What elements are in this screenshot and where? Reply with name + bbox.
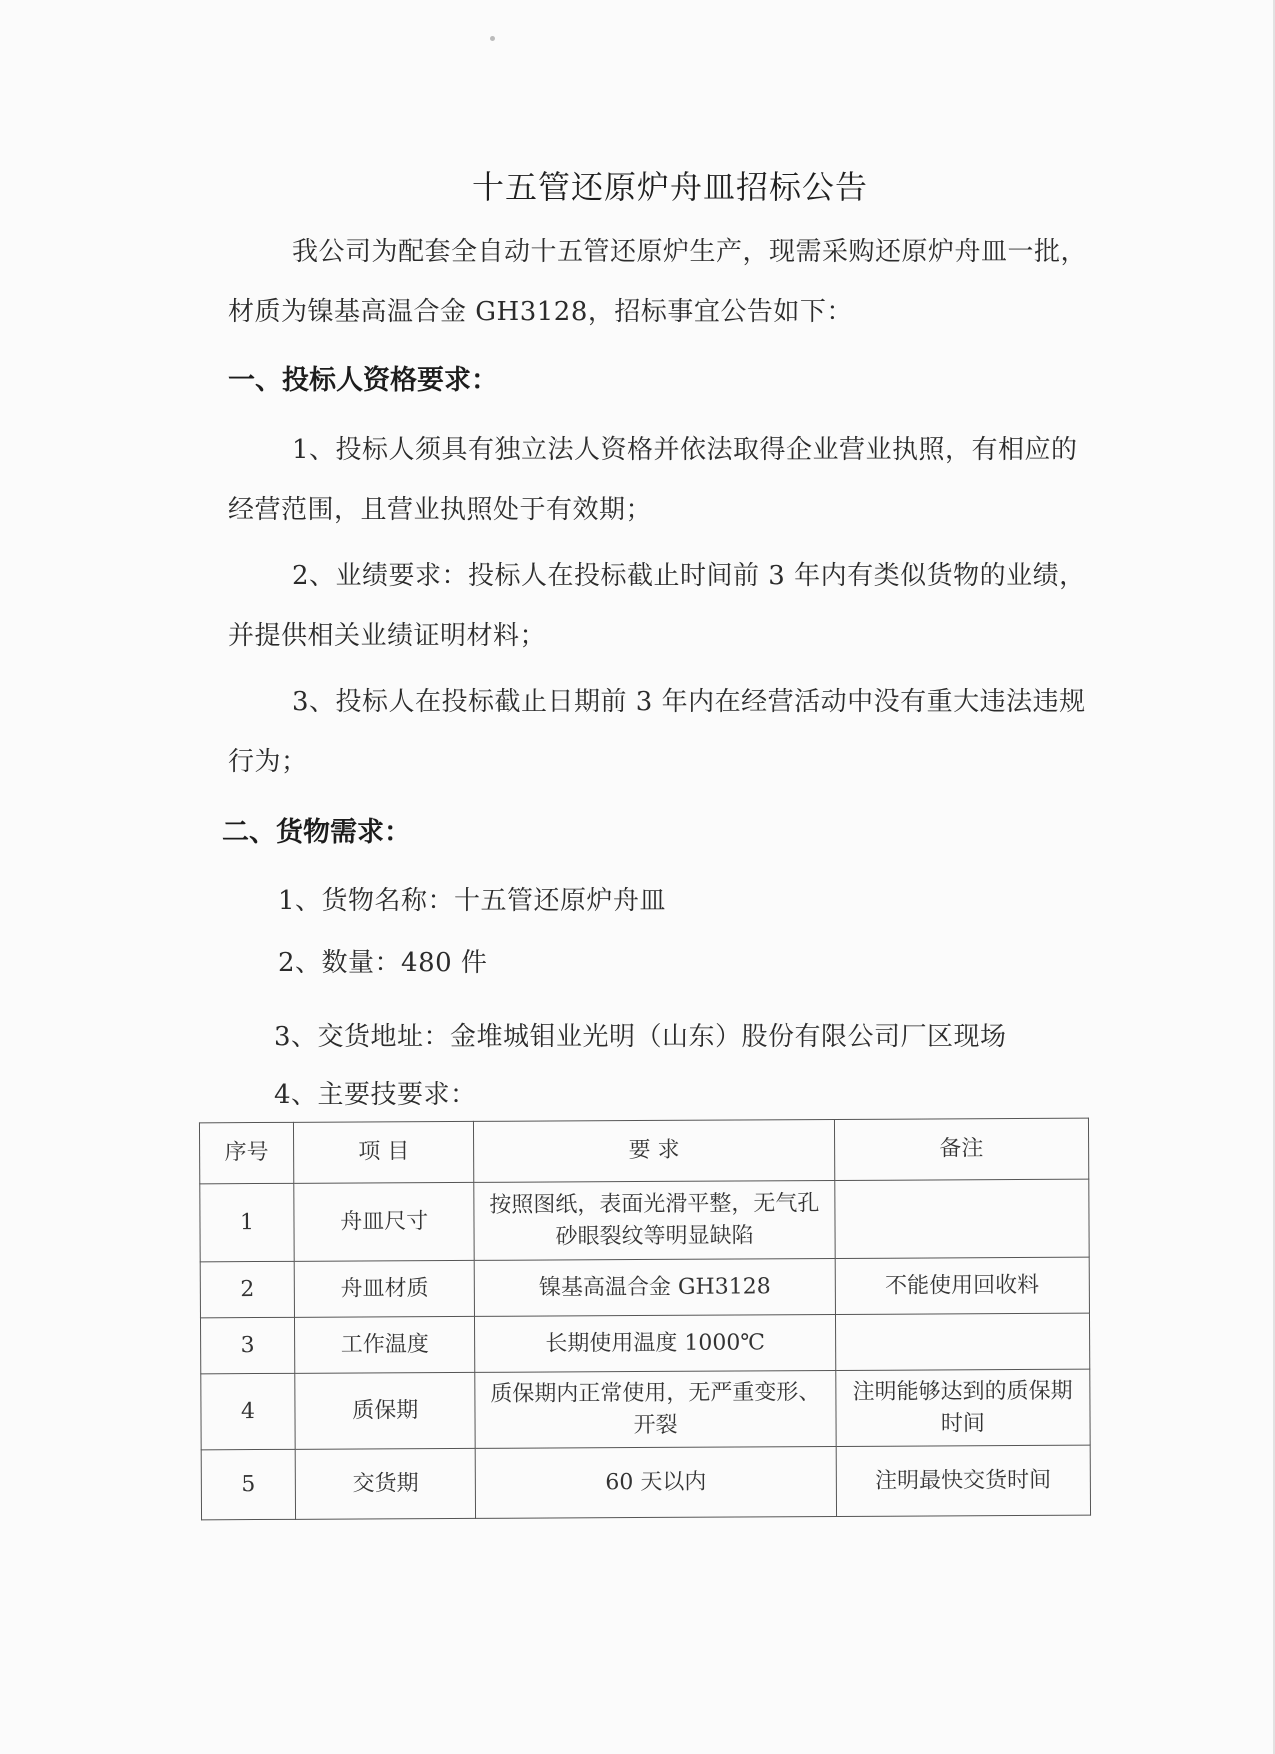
cell-index: 3 [200,1317,294,1373]
scan-speck [490,36,495,41]
header-remark: 备注 [834,1118,1089,1180]
cell-item: 工作温度 [294,1316,475,1373]
section1-item-3: 3、投标人在投标截止日期前 3 年内在经营活动中没有重大违法违规行为； [228,687,1086,777]
section1-heading: 一、投标人资格要求： [228,365,498,396]
requirements-table [199,1118,1091,1521]
cell-index: 5 [201,1449,295,1519]
header-requirement: 要 求 [474,1120,834,1183]
cell-requirement: 长期使用温度 1000℃ [475,1315,835,1373]
cell-index: 2 [200,1261,294,1317]
table-row [201,1445,1090,1520]
cell-requirement: 镍基高温合金 GH3128 [475,1259,835,1317]
intro-paragraph: 我公司为配套全自动十五管还原炉生产，现需采购还原炉舟皿一批，材质为镍基高温合金 GH3128，招标事宜公告如下： [228,237,1088,327]
cell-remark [835,1313,1090,1370]
cell-remark: 注明能够达到的质保期时间 [835,1369,1090,1446]
table-row [200,1313,1089,1374]
section1-item-2: 2、业绩要求：投标人在投标截止时间前 3 年内有类似货物的业绩，并提供相关业绩证明材料； [228,561,1086,651]
table-row [201,1369,1090,1450]
cell-index: 4 [201,1373,295,1449]
cell-remark: 不能使用回收料 [835,1257,1090,1314]
section2-item-1: 1、货物名称：十五管还原炉舟皿 [278,886,667,916]
table-row [200,1257,1089,1318]
cell-requirement: 按照图纸，表面光滑平整，无气孔砂眼裂纹等明显缺陷 [474,1181,834,1261]
cell-requirement: 60 天以内 [476,1447,836,1519]
cell-item: 舟皿尺寸 [294,1182,475,1261]
cell-remark: 注明最快交货时间 [836,1445,1091,1516]
table-header-row [199,1118,1088,1184]
table-row [200,1179,1089,1262]
cell-remark [834,1179,1089,1258]
section2-item-4: 4、主要技要求： [274,1080,477,1110]
cell-requirement: 质保期内正常使用，无严重变形、开裂 [475,1371,835,1449]
cell-item: 质保期 [295,1372,476,1449]
cell-item: 舟皿材质 [294,1260,475,1317]
header-item: 项 目 [293,1121,474,1183]
section2-item-3: 3、交货地址：金堆城钼业光明（山东）股份有限公司厂区现场 [274,1022,1007,1052]
cell-index: 1 [200,1183,294,1261]
header-index: 序号 [199,1122,293,1183]
cell-item: 交货期 [295,1448,476,1519]
document-title: 十五管还原炉舟皿招标公告 [471,168,868,206]
section2-item-2: 2、数量：480 件 [278,948,488,978]
section2-heading: 二、货物需求： [222,817,411,848]
section1-item-1: 1、投标人须具有独立法人资格并依法取得企业营业执照，有相应的经营范围，且营业执照处于有效期； [228,435,1078,525]
